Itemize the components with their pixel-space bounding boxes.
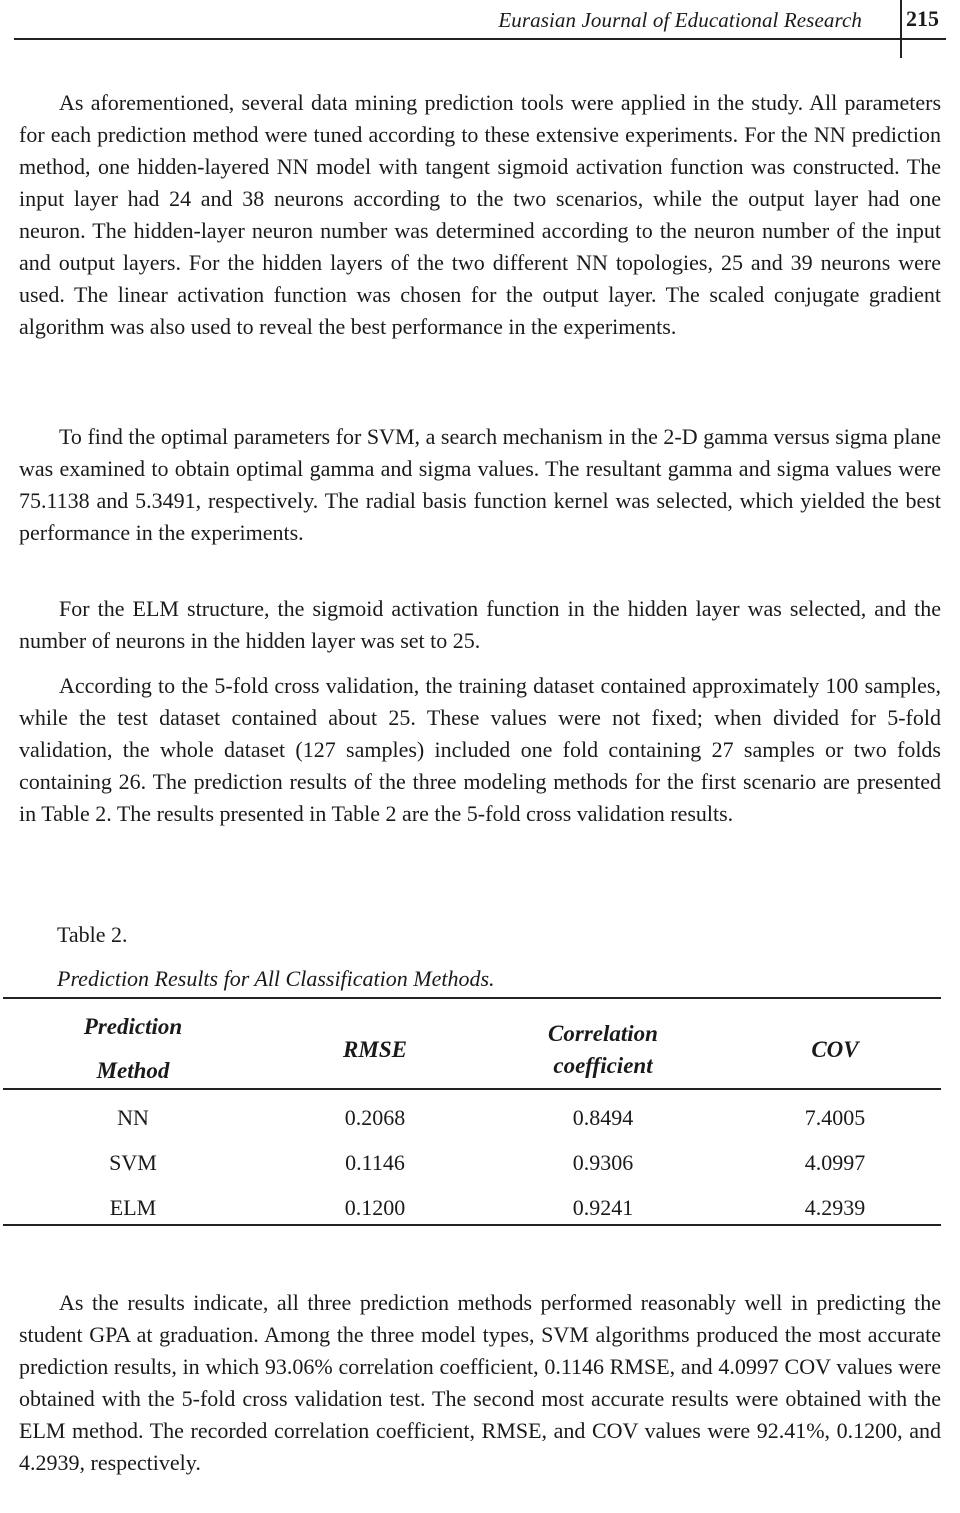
column-header-correlation	[518, 1018, 688, 1082]
header-divider	[900, 0, 902, 58]
table-top-rule	[3, 997, 941, 999]
cell-rmse: 0.1146	[345, 1150, 405, 1175]
cell-method: SVM	[109, 1150, 157, 1175]
cell-rmse: 0.2068	[344, 1105, 406, 1130]
column-header-line: Correlation	[548, 1021, 658, 1046]
paragraph-results-discussion: As the results indicate, all three prediction methods performed reasonably well in predicting the student GPA at graduation. Among the three model types, SVM algorithms produced the most accurate prediction results, in which 93.06% correlation coefficient, 0.1146 RMSE, and 4.0997 COV values were obtained with the 5-fold cross validation test. The second most accurate results were obtained with the ELM method. The recorded correlation coefficient, RMSE, and COV values were 92.41%, 0.1200, and 4.2939, respectively.	[19, 1290, 941, 1475]
table-header-rule	[3, 1088, 941, 1090]
column-header-method	[58, 1011, 208, 1087]
cell-method: ELM	[109, 1195, 157, 1220]
paragraph-nn-parameters: As aforementioned, several data mining prediction tools were applied in the study. All parameters for each prediction method were tuned according to these extensive experiments. For the NN prediction method, one hidden-layered NN model with tangent sigmoid activation function was constructed. The input layer had 24 and 38 neurons according to the two scenarios, while the output layer had one neuron. The hidden-layer neuron number was determined according to the neuron number of the input and output layers. For the hidden layers of the two different NN topologies, 25 and 39 neurons were used. The linear activation function was chosen for the output layer. The scaled conjugate gradient algorithm was also used to reveal the best performance in the experiments.	[19, 90, 941, 339]
column-header-line: COV	[811, 1037, 859, 1062]
column-header-cov	[760, 1034, 910, 1066]
table-bottom-rule	[3, 1224, 941, 1226]
cell-correlation: 0.9306	[572, 1150, 634, 1175]
header-rule	[14, 38, 946, 40]
paragraph-svm-parameters: To find the optimal parameters for SVM, a search mechanism in the 2-D gamma versus sigma plane was examined to obtain optimal gamma and sigma values. The resultant gamma and sigma values were 75.1138 and 5.3491, respectively. The radial basis function kernel was selected, which yielded the best performance in the experiments.	[19, 424, 941, 545]
paragraph-cross-validation: According to the 5-fold cross validation, the training dataset contained approximately 100 samples, while the test dataset contained about 25. These values were not fixed; when divided for 5-fold validation, the whole dataset (127 samples) included one fold containing 27 samples or two folds containing 26. The prediction results of the three modeling methods for the first scenario are presented in Table 2. The results presented in Table 2 are the 5-fold cross validation results.	[19, 673, 941, 826]
cell-rmse: 0.1200	[344, 1195, 406, 1220]
journal-title: Eurasian Journal of Educational Research	[498, 8, 862, 32]
page-header	[0, 0, 960, 60]
page-number: 215	[906, 6, 939, 31]
cell-correlation: 0.8494	[572, 1105, 634, 1130]
column-header-line: Prediction	[83, 1014, 183, 1039]
paragraph-elm-structure: For the ELM structure, the sigmoid activation function in the hidden layer was selected, and the number of neurons in the hidden layer was set to 25.	[19, 596, 941, 653]
column-header-rmse	[300, 1034, 450, 1066]
cell-cov: 4.2939	[804, 1195, 866, 1220]
cell-cov: 7.4005	[804, 1105, 866, 1130]
cell-correlation: 0.9241	[572, 1195, 634, 1220]
column-header-line: Method	[96, 1058, 170, 1083]
cell-method: NN	[117, 1105, 149, 1130]
column-header-line: coefficient	[553, 1053, 653, 1078]
cell-cov: 4.0997	[804, 1150, 866, 1175]
column-header-line: RMSE	[343, 1037, 407, 1062]
table-caption: Prediction Results for All Classification Methods.	[57, 966, 495, 991]
table-label: Table 2.	[57, 922, 128, 947]
